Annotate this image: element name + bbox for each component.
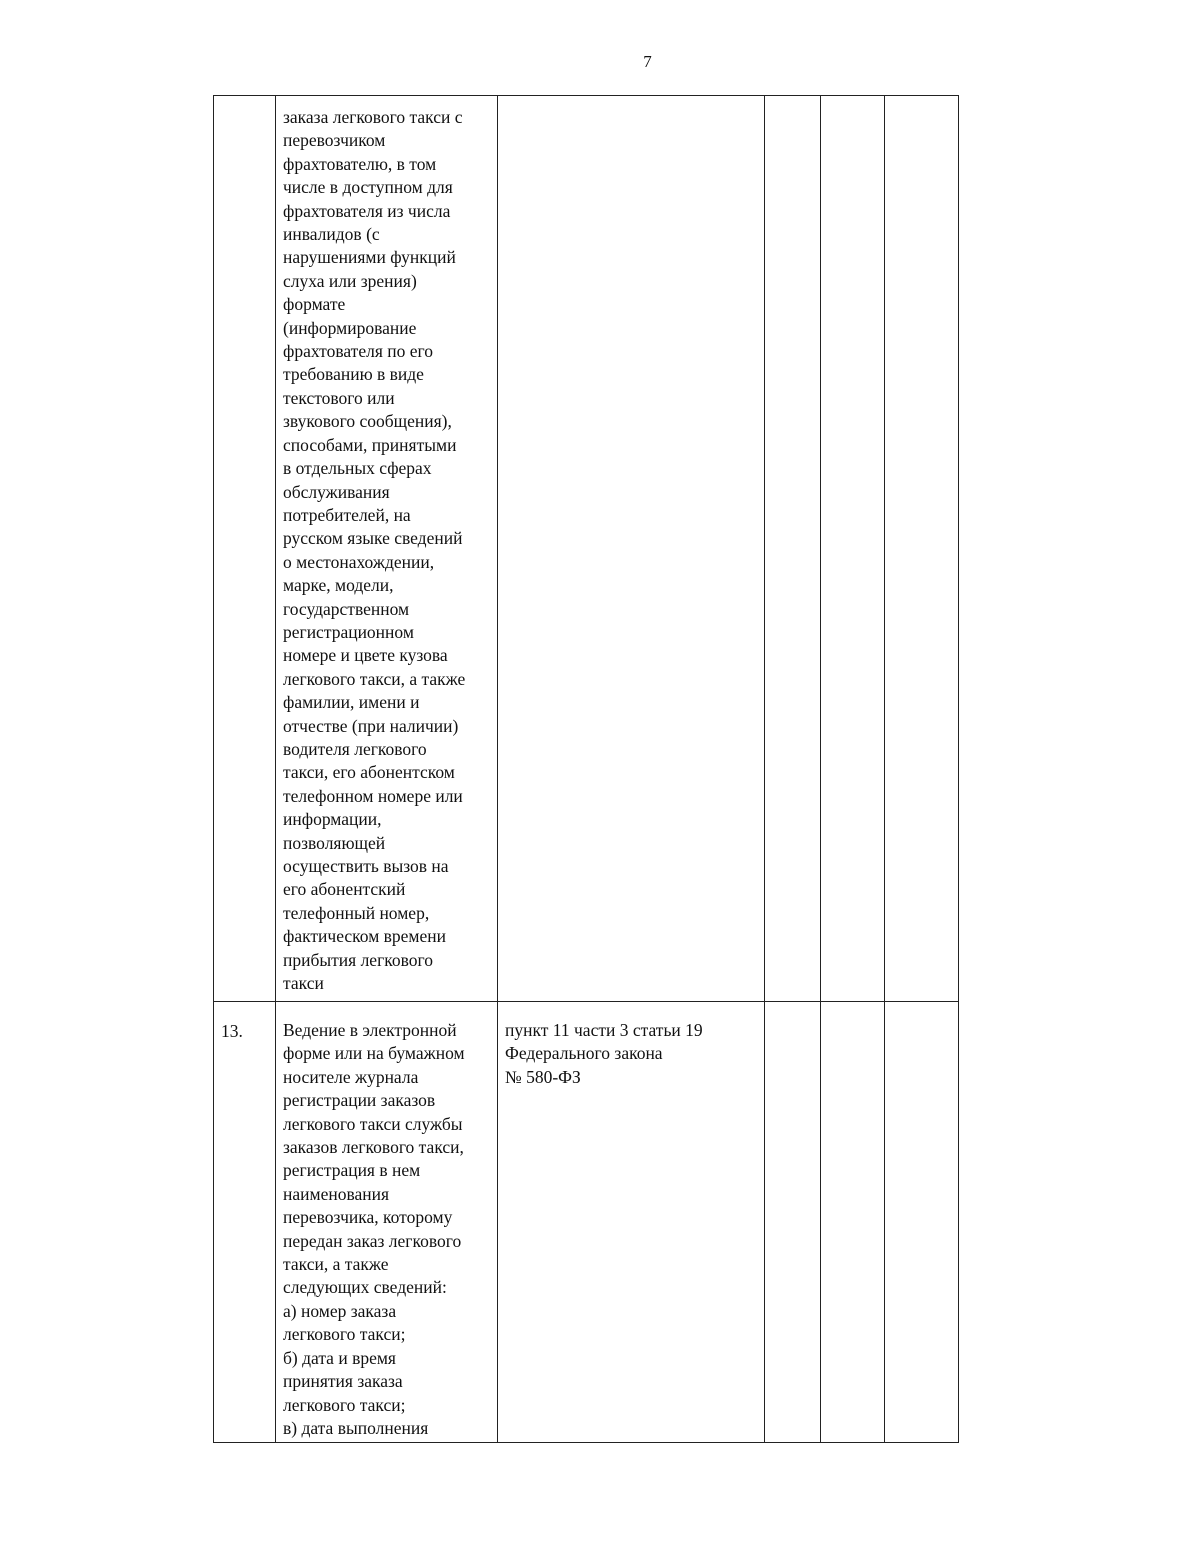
requirement-description-cell (276, 96, 498, 1002)
legal-reference (498, 96, 764, 106)
row-number-cell (214, 96, 276, 1002)
table-row (214, 1002, 959, 1443)
legal-reference: пункт 11 части 3 статьи 19 Федерального закона № 580-ФЗ (505, 1020, 703, 1087)
legal-reference-cell (498, 96, 765, 1002)
answer-cell-na (885, 1002, 959, 1443)
row-number-cell (214, 1002, 276, 1443)
page-number: 7 (643, 52, 652, 71)
row-number (214, 96, 275, 114)
row-number: 13. (221, 1021, 243, 1041)
answer-cell-yes (765, 1002, 821, 1443)
answer-cell-no (821, 96, 885, 1002)
legal-reference-cell (498, 1002, 765, 1443)
answer-cell-no (821, 1002, 885, 1443)
requirement-description-cell (276, 1002, 498, 1443)
requirement-description: заказа легкового такси с перевозчиком фрахтователю, в том числе в доступном для фрахтователя из числа инвалидов (с нарушениями функций слуха или зрения) формате (информирование фрахтователя по его требованию в виде текстового или звукового сообщения), способами, принятыми в отдельных сферах обслуживания потребителей, на русском языке сведений о местонахождении, марке, модели, государственном регистрационном номере и цвете кузова легкового такси, а также фамилии, имени и отчестве (при наличии) водителя легкового такси, его абонентском телефонном номере или информации, позволяющей осуществить вызов на его абонентский телефонный номер, фактическом времени прибытия легкового такси (283, 107, 466, 994)
requirements-table (213, 95, 959, 1443)
requirement-description: Ведение в электронной форме или на бумажном носителе журнала регистрации заказов легкового такси службы заказов легкового такси, регистрация в нем наименования перевозчика, которому передан заказ легкового такси, а также следующих сведений: а) номер заказа легкового такси; б) дата и время принятия заказа легкового такси; в) дата выполнения (283, 1020, 465, 1438)
table-row (214, 96, 959, 1002)
answer-cell-yes (765, 96, 821, 1002)
answer-cell-na (885, 96, 959, 1002)
